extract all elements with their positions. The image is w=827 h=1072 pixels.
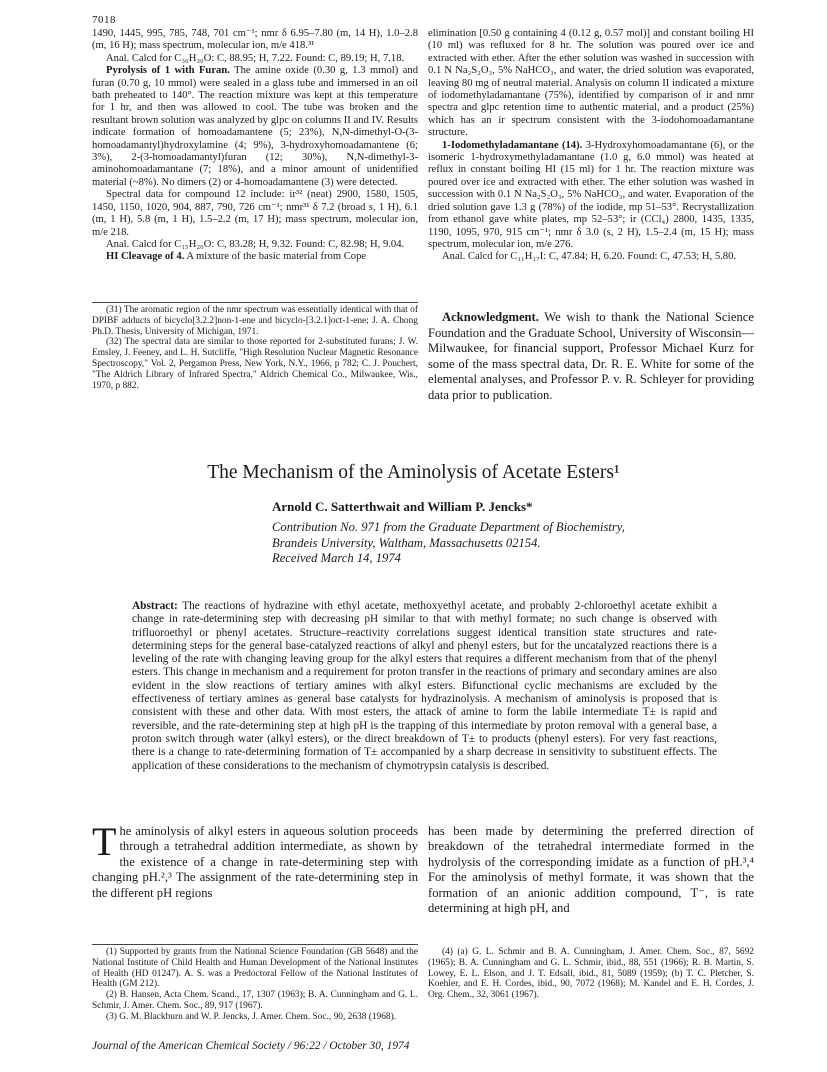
author-affiliation: Contribution No. 971 from the Graduate Department of Biochemistry, Brandeis University, Waltham, Massachusetts 02154. Received March 14, 1974 bbox=[272, 520, 625, 566]
article-title: The Mechanism of the Aminolysis of Acetate Esters¹ bbox=[207, 462, 620, 483]
footnote: (3) G. M. Blackburn and W. P. Jencks, J. Amer. Chem. Soc., 90, 2638 (1968). bbox=[106, 1011, 397, 1022]
footnotes-body-right bbox=[428, 947, 754, 1001]
intro-text: he aminolysis of alkyl esters in aqueous solution proceeds through a tetrahedral addition intermediate, as shown by the existence of a change in rate-determining step with changing pH.²,³ The assignment of the rate-determining step in the different pH regions bbox=[92, 824, 418, 900]
paragraph: Anal. Calcd for C₁₅H₂₀O: C, 83.28; H, 9.32. Found: C, 82.98; H, 9.04. bbox=[106, 238, 405, 250]
page-number: 7018 bbox=[92, 14, 116, 26]
footnotes-left bbox=[92, 305, 418, 391]
run-in-heading: HI Cleavage of 4. bbox=[106, 251, 185, 263]
acknowledgment-heading: Acknowledgment. bbox=[442, 310, 539, 324]
experimental-left-column bbox=[92, 28, 418, 264]
paragraph: 1490, 1445, 995, 785, 748, 701 cm⁻¹; nmr δ 6.95–7.80 (m, 14 H), 1.0–2.8 (m, 16 H); mass spectrum, molecular ion, m/e 418.³¹ bbox=[92, 28, 418, 52]
paragraph: Anal. Calcd for C₁₁H₁₇I: C, 47.84; H, 6.20. Found: C, 47.53; H, 5.80. bbox=[442, 251, 737, 263]
footnote-rule bbox=[92, 944, 418, 945]
paragraph: Anal. Calcd for C₃₀H₃₀O: C, 88.95; H, 7.22. Found: C, 89.19; H, 7.18. bbox=[106, 52, 405, 64]
footnote: (4) (a) G. L. Schmir and B. A. Cunningham, J. Amer. Chem. Soc., 87, 5692 (1965); B. A. Cunningham and G. L. Schmir, ibid., 88, 551 (1966); R. B. Martin, S. Lowey, E. L. Elson, and J. T. Edsall, ibid., 81, 5089 (1959); (b) T. C. Pletcher, S. Koehler, and E. H. Cordes, ibid., 90, 7072 (1968); M. Kandel and E. H. Cordes, J. Org. Chem., 32, 3061 (1967). bbox=[428, 947, 754, 1001]
experimental-right-column bbox=[428, 28, 754, 264]
footnote: (2) B. Hansen, Acta Chem. Scand., 17, 1307 (1963); B. A. Cunningham and G. L. Schmir, J. Amer. Chem. Soc., 89, 917 (1967). bbox=[92, 990, 418, 1011]
paragraph: Pyrolysis of 1 with Furan. The amine oxide (0.30 g, 1.3 mmol) and furan (0.70 g, 10 mmol) were sealed in a glass tube and immersed in an oil bath preheated to 140°. The reaction mixture was kept at this temperature for 1 hr, and then was allowed to cool. The tube was broken and the resultant brown solution was analyzed by glpc on columns II and IV. Results indicate formation of homoadamantene (5; 23%), N,N-dimethyl-O-(3-homoadamantyl)hydroxylamine (4; 9%), 3-hydroxyhomoadamantene (6; 3%), 2-(3-homoadamantyl)furan (12; 30%), N,N-dimethyl-3-aminohomoadamantane (7; 18%), and a minor amount of unidentified material (~8%). No dimers (2) or 4-homoadamantene (3) were detected. bbox=[92, 65, 418, 188]
paragraph: HI Cleavage of 4. A mixture of the basic material from Cope bbox=[106, 251, 367, 263]
paragraph: elimination [0.50 g containing 4 (0.12 g, 0.57 mol)] and constant boiling HI (10 ml) was refluxed for 8 hr. The solution was poured over ice and extracted with ether. After the ether solution was washed in succession with 0.1 N Na₂S₂O₃, 5% NaHCO₃, and water, the dried solution was evaporated, leaving 80 mg of neutral material. Analysis on column II indicated a mixture of iodomethyladamantane (75%), identified by comparison of ir and nmr spectra and glpc retention time to authentic material, and a product (25%) which has an ir spectrum consistent with the 3-iodohomoadamantane structure. bbox=[428, 28, 754, 139]
paragraph: 1-Iodomethyladamantane (14). 3-Hydroxyhomoadamantane (6), or the isomeric 1-hydroxymethyladamantane (1.0 g, 6.0 mmol) was heated at reflux in constant boiling HI (15 ml) for 1 hr. The reaction mixture was poured over ice and extracted with ether. The ether solution was washed in succession with 0.1 N Na₂S₂O₃, 5% NaHCO₃, and water. Evaporation of the dried solution gave 1.3 g (78%) of the iodide, mp 51–53°. Recrystallization from ethanol gave white plates, mp 52–53°; ir (CCl₄) 2800, 1435, 1335, 1190, 1095, 970, 915 cm⁻¹; nmr δ 3.0 (s, 2 H), 1.5–2.4 (m, 15 H); mass spectrum, molecular ion, m/e 276. bbox=[428, 139, 754, 250]
acknowledgment: Acknowledgment. We wish to thank the National Science Foundation and the Graduate School, University of Wisconsin—Milwaukee, for financial support, Professor Michael Kurz for some of the mass spectral data, Dr. R. E. White for some of the elemental analyses, and Professor P. v. R. Schleyer for providing data prior to publication. bbox=[428, 310, 754, 402]
run-in-heading: 1-Iodomethyladamantane (14). bbox=[442, 139, 583, 151]
run-in-heading: Pyrolysis of 1 with Furan. bbox=[106, 65, 230, 77]
footnote: (1) Supported by grants from the National Science Foundation (GB 5648) and the National Institute of Child Health and Human Development of the National Institutes of Health (HD 01247). A. S. was a Predoctoral Fellow of the National Institutes of Health (GM 212). bbox=[92, 947, 418, 990]
footnotes-body-left bbox=[92, 947, 418, 1023]
paragraph: Spectral data for compound 12 include: ir³² (neat) 2900, 1580, 1505, 1450, 1150, 1020, 904, 887, 790, 726 cm⁻¹; nmr³¹ δ 7.2 (broad s, 1 H), 6.1 (m, 1 H), 5.8 (m, 1 H), 1.5–2.2 (m, 17 H); mass spectrum, molecular ion, m/e 218. bbox=[92, 189, 418, 238]
footnote-rule bbox=[92, 302, 418, 303]
abstract: Abstract: The reactions of hydrazine with ethyl acetate, methoxyethyl acetate, and probably 2-chloroethyl acetate exhibit a change in rate-determining step with decreasing pH similar to that with methyl formate; no such change is observed with trifluoroethyl or phenyl acetates. Structure–reactivity correlations suggest identical transition state structures and rate-determining steps for the general base-catalyzed reactions of alkyl and phenyl esters, but for the uncatalyzed reactions there is a leveling of the rate with changing leaving group for the alkyl esters that requires a different mechanism from that of the phenyl esters. This change in mechanism and a requirement for proton transfer in the reactions of primary and secondary amines are also evident in the slow reactions of tertiary amines with alkyl esters. Bifunctional cyclic mechanisms are excluded by the effectiveness of tertiary amines as general base catalysts for hydrazinolysis. A mechanism of aminolysis is proposed that is consistent with these and other data. With most esters, the attack of amine to form the labile intermediate T± is rapid and reversible, and the rate-determining step at high pH is the trapping of this intermediate by proton removal with a general base, a proton switch through water (alkyl esters), or the direct breakdown of T± to products (phenyl esters). For very fast reactions, there is a change to rate-determining formation of T± accompanied by a sharp decrease in sensitivity to substituent effects. The application of these considerations to the mechanism of chymotrypsin catalysis is described. bbox=[132, 600, 717, 772]
journal-footer: Journal of the American Chemical Society / 96:22 / October 30, 1974 bbox=[92, 1040, 410, 1052]
footnote: (31) The aromatic region of the nmr spectrum was essentially identical with that of DPIBF adducts of bicyclo[3.2.2]non-1-ene and bicyclo-[3.2.1]oct-1-ene; J. A. Chong Ph.D. Thesis, University of Michigan, 1971. bbox=[92, 305, 418, 337]
footnote: (32) The spectral data are similar to those reported for 2-substituted furans; J. W. Emsley, J. Feeney, and L. H. Sutcliffe, "High Resolution Nuclear Magnetic Resonance Spectroscopy," Vol. 2, Pergamon Press, New York, N.Y., 1966, p 782; C. J. Pouchert, "The Aldrich Library of Infrared Spectra," Aldrich Chemical Co., Milwaukee, Wis., 1970, p 882. bbox=[92, 337, 418, 391]
drop-cap: T bbox=[92, 819, 117, 864]
paragraph: has been made by determining the preferred direction of breakdown of the tetrahedral intermediate formed in the hydrolysis of the corresponding imidate as a function of pH.³,⁴ For the aminolysis of methyl formate, it was shown that the formation of an anionic addition compound, T⁻, is rate determining at high pH, and bbox=[428, 824, 754, 916]
received-date: Received March 14, 1974 bbox=[272, 551, 401, 566]
body-left-column bbox=[92, 819, 418, 901]
body-right-column bbox=[428, 824, 754, 916]
article-authors: Arnold C. Satterthwait and William P. Jencks* bbox=[272, 499, 533, 514]
abstract-label: Abstract: bbox=[132, 600, 178, 612]
